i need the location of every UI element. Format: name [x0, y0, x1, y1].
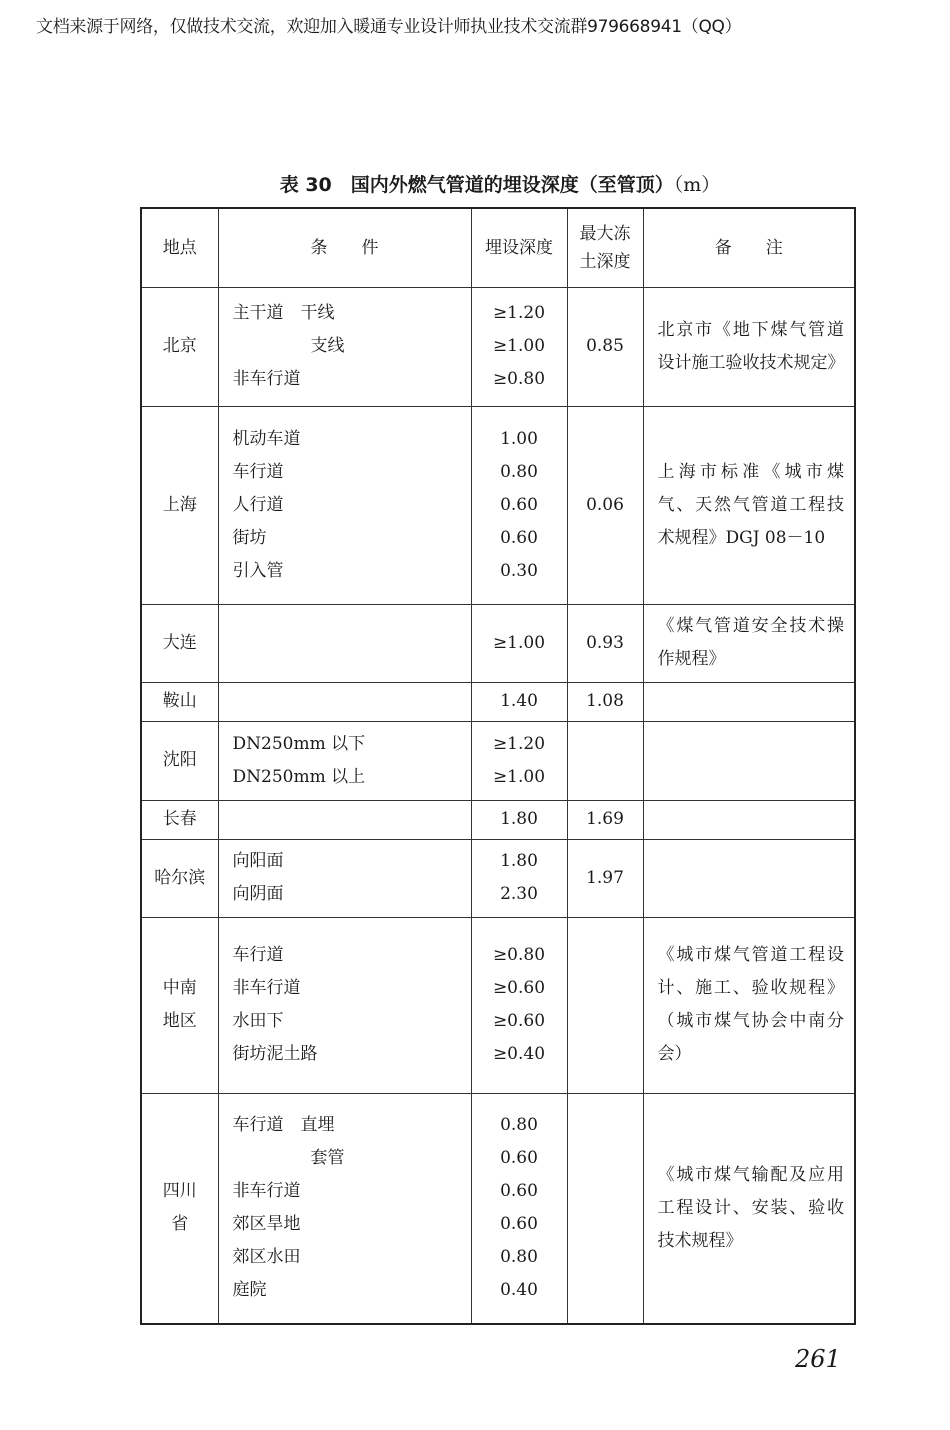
location-cell: 长春	[141, 800, 218, 839]
note-cell	[643, 839, 855, 917]
depth-cell: ≥1.00	[471, 604, 567, 682]
depth-cell: 1.40	[471, 682, 567, 721]
depth-cell: 1.00 0.80 0.60 0.60 0.30	[471, 406, 567, 604]
header-frost-depth: 最大冻 土深度	[567, 208, 643, 287]
frost-depth-cell: 0.93	[567, 604, 643, 682]
note-cell	[643, 682, 855, 721]
table-row	[141, 917, 855, 1093]
frost-depth-cell	[567, 917, 643, 1093]
frost-depth-cell: 1.69	[567, 800, 643, 839]
table-row	[141, 721, 855, 800]
condition-cell	[218, 800, 471, 839]
table-title	[0, 170, 950, 197]
depth-cell: ≥1.20 ≥1.00 ≥0.80	[471, 287, 567, 406]
condition-cell: 车行道 直埋 套管 非车行道 郊区旱地 郊区水田 庭院	[218, 1093, 471, 1324]
location-cell: 鞍山	[141, 682, 218, 721]
source-note: 文档来源于网络，仅做技术交流，欢迎加入暖通专业设计师执业技术交流群979668941（QQ）	[36, 17, 742, 37]
header-note: 备 注	[643, 208, 855, 287]
condition-cell: DN250mm 以下 DN250mm 以上	[218, 721, 471, 800]
frost-depth-cell: 1.97	[567, 839, 643, 917]
table-row	[141, 287, 855, 406]
location-cell: 北京	[141, 287, 218, 406]
note-cell: 上海市标准《城市煤气、天然气管道工程技术规程》DGJ 08－10	[643, 406, 855, 604]
header-condition: 条 件	[218, 208, 471, 287]
note-cell	[643, 800, 855, 839]
note-cell: 《城市煤气输配及应用工程设计、安装、验收技术规程》	[643, 1093, 855, 1324]
table-row	[141, 1093, 855, 1324]
location-cell: 中南 地区	[141, 917, 218, 1093]
table-row	[141, 682, 855, 721]
depth-cell: 1.80 2.30	[471, 839, 567, 917]
condition-cell: 主干道 干线 支线 非车行道	[218, 287, 471, 406]
location-cell: 沈阳	[141, 721, 218, 800]
location-cell: 哈尔滨	[141, 839, 218, 917]
note-cell: 《煤气管道安全技术操作规程》	[643, 604, 855, 682]
table-row	[141, 800, 855, 839]
location-cell: 上海	[141, 406, 218, 604]
header-depth: 埋设深度	[471, 208, 567, 287]
condition-cell	[218, 682, 471, 721]
frost-depth-cell	[567, 1093, 643, 1324]
frost-depth-cell: 0.06	[567, 406, 643, 604]
table-header-row	[141, 208, 855, 287]
condition-cell: 向阳面 向阴面	[218, 839, 471, 917]
frost-depth-cell: 1.08	[567, 682, 643, 721]
frost-depth-cell: 0.85	[567, 287, 643, 406]
frost-depth-cell	[567, 721, 643, 800]
table-row	[141, 839, 855, 917]
condition-cell: 机动车道 车行道 人行道 街坊 引入管	[218, 406, 471, 604]
table-title-text: 表 30 国内外燃气管道的埋设深度（至管顶）	[279, 174, 674, 196]
depth-cell: ≥1.20 ≥1.00	[471, 721, 567, 800]
note-cell: 《城市煤气管道工程设计、施工、验收规程》（城市煤气协会中南分会）	[643, 917, 855, 1093]
depth-cell: 1.80	[471, 800, 567, 839]
depth-cell: ≥0.80 ≥0.60 ≥0.60 ≥0.40	[471, 917, 567, 1093]
location-cell: 四川 省	[141, 1093, 218, 1324]
table-row	[141, 406, 855, 604]
condition-cell: 车行道 非车行道 水田下 街坊泥土路	[218, 917, 471, 1093]
note-cell: 北京市《地下煤气管道设计施工验收技术规定》	[643, 287, 855, 406]
location-cell: 大连	[141, 604, 218, 682]
condition-cell	[218, 604, 471, 682]
header-location: 地点	[141, 208, 218, 287]
page-number: 261	[795, 1345, 841, 1373]
burial-depth-table	[140, 207, 856, 1325]
table-row	[141, 604, 855, 682]
note-cell	[643, 721, 855, 800]
table-unit: （m）	[673, 174, 721, 196]
depth-cell: 0.80 0.60 0.60 0.60 0.80 0.40	[471, 1093, 567, 1324]
